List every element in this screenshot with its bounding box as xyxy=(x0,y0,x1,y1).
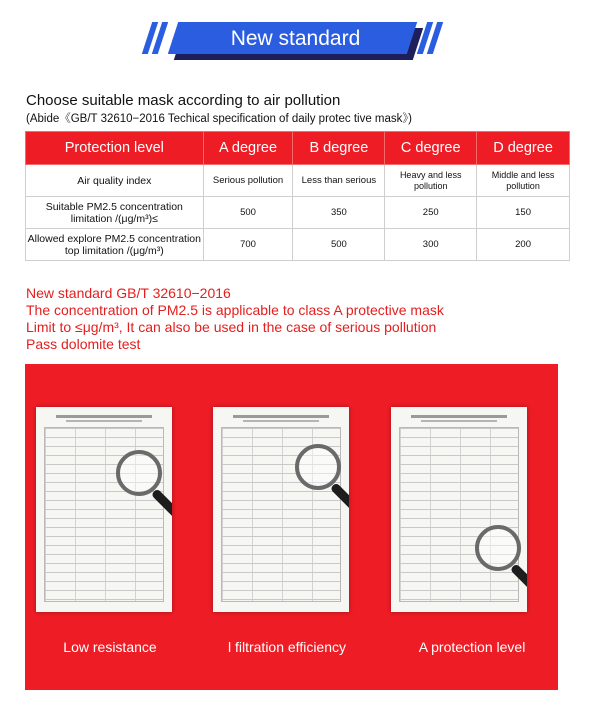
intro-subheading: (Abide《GB/T 32610−2016 Techical specification of daily protec tive mask》) xyxy=(26,113,412,125)
protection-level-table xyxy=(25,131,570,261)
certificate-caption: l filtration efficiency xyxy=(227,639,346,655)
table-cell: 500 xyxy=(293,229,385,261)
document-table-grid xyxy=(399,427,519,602)
table-cell: Heavy and less pollution xyxy=(385,165,477,197)
table-header-cell: D degree xyxy=(477,132,570,165)
standard-line: Limit to ≤μg/m³, It can also be used in the case of serious pollution xyxy=(26,319,437,335)
certificate-document xyxy=(213,407,349,612)
table-cell: 700 xyxy=(203,229,293,261)
table-cell: 200 xyxy=(477,229,570,261)
table-cell: 150 xyxy=(477,197,570,229)
table-cell: Less than serious xyxy=(293,165,385,197)
table-cell: Middle and less pollution xyxy=(477,165,570,197)
table-header-cell: C degree xyxy=(385,132,477,165)
table-cell: 350 xyxy=(293,197,385,229)
intro-heading: Choose suitable mask according to air pollution xyxy=(26,92,341,109)
standard-line: New standard GB/T 32610−2016 xyxy=(26,285,231,301)
document-subtitle-bar xyxy=(66,420,142,422)
banner-title: New standard xyxy=(230,27,361,50)
document-subtitle-bar xyxy=(243,420,319,422)
table-row xyxy=(26,165,570,197)
table-cell: 250 xyxy=(385,197,477,229)
table-row-label: Suitable PM2.5 concentration limitation /(μg/m³)≤ xyxy=(26,197,204,229)
standard-line: Pass dolomite test xyxy=(26,336,141,352)
table-row-label: Allowed explore PM2.5 concentration top limitation /(μg/m³) xyxy=(26,229,204,261)
table-header-cell: Protection level xyxy=(26,132,204,165)
table-header-row xyxy=(26,132,570,165)
table-row-label: Air quality index xyxy=(26,165,204,197)
standard-line: The concentration of PM2.5 is applicable to class A protective mask xyxy=(26,302,444,318)
document-title-bar xyxy=(56,415,152,418)
certificate-document xyxy=(36,407,172,612)
table-cell: 300 xyxy=(385,229,477,261)
table-cell: 500 xyxy=(203,197,293,229)
table-header-cell: B degree xyxy=(293,132,385,165)
document-subtitle-bar xyxy=(421,420,497,422)
banner xyxy=(173,22,418,60)
standard-notice xyxy=(26,285,444,353)
certificate-panel xyxy=(25,364,558,690)
table-row xyxy=(26,229,570,261)
certificate-caption: A protection level xyxy=(418,639,526,655)
certificate-caption: Low resistance xyxy=(63,639,157,655)
table-header-cell: A degree xyxy=(203,132,293,165)
document-title-bar xyxy=(411,415,507,418)
table-row xyxy=(26,197,570,229)
document-title-bar xyxy=(233,415,329,418)
table-cell: Serious pollution xyxy=(203,165,293,197)
certificate-document xyxy=(391,407,527,612)
